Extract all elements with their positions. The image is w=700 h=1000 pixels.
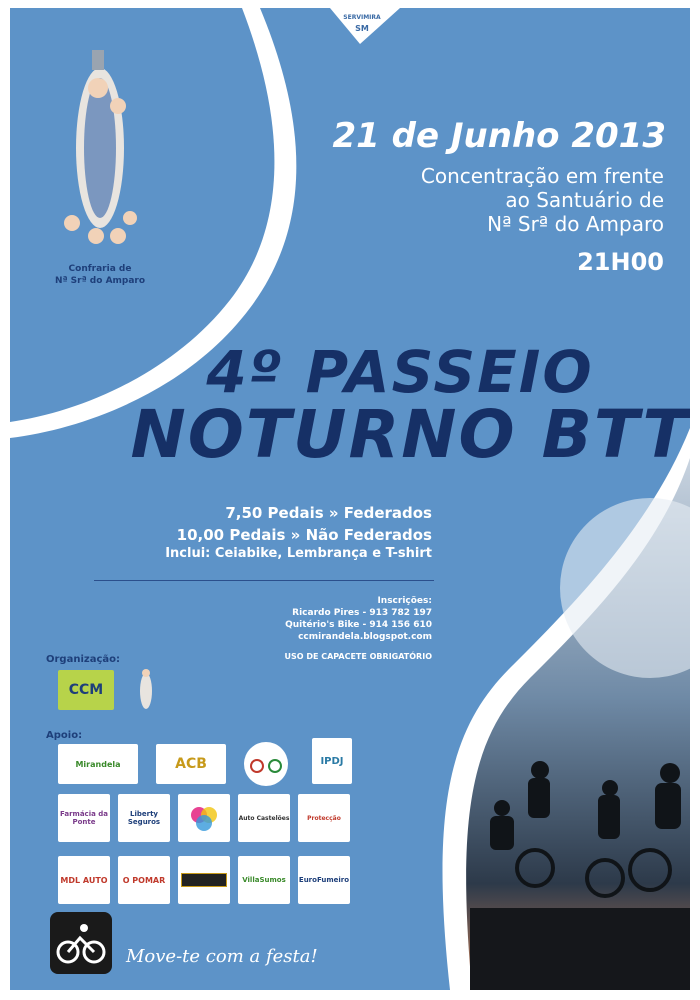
confraria-label-line1: Confraria de	[68, 264, 132, 274]
helmet-notice: USO DE CAPACETE OBRIGATÓRIO	[284, 652, 432, 661]
meeting-line-3: Nª Srª do Amparo	[487, 212, 664, 236]
organization-logo-ccm: CCM	[58, 670, 114, 710]
support-logo-auto-casteloes: Auto Castelões	[238, 794, 290, 842]
meeting-line-2: ao Santuário de	[505, 188, 664, 212]
divider-line	[94, 580, 434, 581]
top-brand-name: SERVIMIRA	[343, 14, 381, 21]
price-non-federated: 10,00 Pedais » Não Federados	[176, 526, 432, 544]
footer-slogan: Move-te com a festa!	[126, 946, 318, 967]
organization-logo-confraria	[132, 664, 160, 714]
support-logo-acb: ACB	[156, 744, 226, 784]
support-label: Apoio:	[46, 730, 83, 741]
footer-bike-box	[50, 912, 112, 974]
top-brand-mark: SM	[355, 24, 369, 33]
support-logo-farmacia: Farmácia da Ponte	[58, 794, 110, 842]
support-logo-mdl-auto: MDL AUTO	[58, 856, 110, 904]
title-line-2: NOTURNO BTT	[130, 396, 690, 473]
title-line-1: 4º PASSEIO	[206, 338, 594, 406]
support-logo-o-pomar: O POMAR	[118, 856, 170, 904]
support-logo-ipdj: IPDJ	[312, 738, 352, 784]
price-federated: 7,50 Pedais » Federados	[225, 504, 432, 522]
registration-contact-1: Ricardo Pires - 913 782 197	[292, 608, 432, 618]
meeting-line-1: Concentração em frente	[420, 164, 664, 188]
support-logo-liberty: Liberty Seguros	[118, 794, 170, 842]
event-date: 21 de Junho 2013	[332, 116, 666, 156]
support-logo-eurofumeiro: EuroFumeiro	[298, 856, 350, 904]
support-logo-proteccao: Protecção	[298, 794, 350, 842]
registration-contact-2: Quitério's Bike - 914 156 610	[285, 620, 432, 630]
confraria-label-line2: Nª Srª do Amparo	[54, 276, 146, 286]
registration-blog: ccmirandela.blogspot.com	[298, 632, 432, 642]
support-logo-cycling	[244, 742, 288, 786]
support-logo-colors	[178, 794, 230, 842]
support-logo-mirandela: Mirandela	[58, 744, 138, 784]
support-logo-villasumos: VillaSumos	[238, 856, 290, 904]
price-includes: Inclui: Ceiabike, Lembrança e T-shirt	[165, 546, 432, 561]
poster	[10, 8, 690, 990]
support-logo-black-banner	[178, 856, 230, 904]
event-time: 21H00	[577, 248, 664, 276]
meeting-point	[344, 164, 664, 236]
registration-label: Inscrições:	[377, 596, 432, 606]
organization-label: Organização:	[46, 654, 120, 665]
